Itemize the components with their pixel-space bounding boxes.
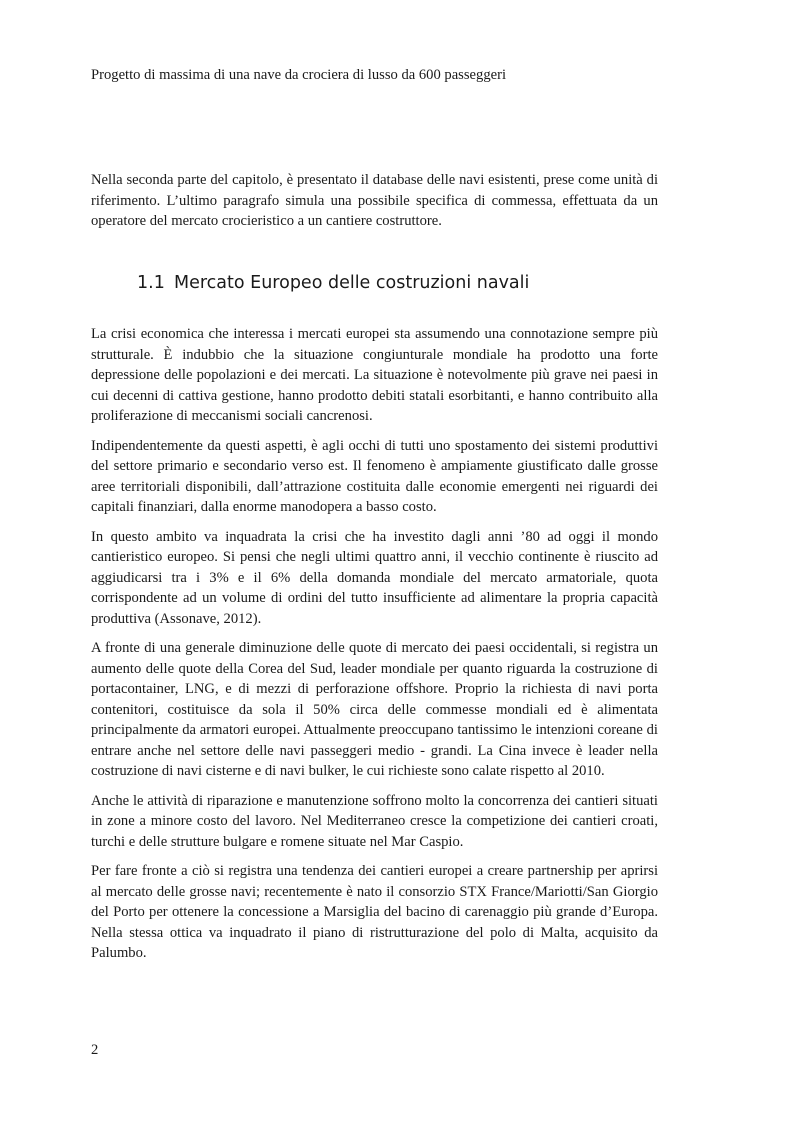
- section-number: 1.1: [137, 273, 165, 293]
- paragraph: La crisi economica che interessa i mercati europei sta assumendo una connotazione sempre più strutturale. È indubbio che la situazione congiunturale mondiale ha prodotto una forte depressione delle popolazioni e dei mercati. La situazione è notevolmente più grave nei paesi in cui decenni di cattiva gestione, hanno prodotto debiti statali esorbitanti, e hanno contribuito alla proliferazione di meccanismi sociali cancrenosi.: [91, 326, 658, 424]
- paragraph: A fronte di una generale diminuzione delle quote di mercato dei paesi occidentali, si registra un aumento delle quote della Corea del Sud, leader mondiale per quanto riguarda la costruzione di portacontainer, LNG, e di mezzi di perforazione offshore. Proprio la richiesta di navi porta contenitori, costituisce da sola il 50% circa delle commesse mondiali ed è alimentata principalmente da armatori europei. Attualmente preoccupano tantissimo le intenzioni coreane di entrare anche nel settore delle navi passeggeri medio - grandi. La Cina invece è leader nella costruzione di navi cisterne e di navi bulker, le cui richieste sono calate rispetto al 2010.: [91, 640, 658, 779]
- page-number: 2: [91, 1042, 99, 1058]
- section-heading: [137, 271, 529, 295]
- paragraph: Per fare fronte a ciò si registra una tendenza dei cantieri europei a creare partnership per aprirsi al mercato delle grosse navi; recentemente è nato il consorzio STX France/Mariotti/San Giorgio del Porto per ottenere la concessione a Marsiglia del bacino di carenaggio più grande d’Europa. Nella stessa ottica va inquadrato il piano di ristrutturazione del polo di Malta, acquisito da Palumbo.: [91, 863, 658, 961]
- section-title: Mercato Europeo delle costruzioni navali: [174, 273, 530, 293]
- running-header: Progetto di massima di una nave da crociera di lusso da 600 passeggeri: [91, 67, 507, 83]
- section-body: [91, 324, 658, 973]
- paragraph: Indipendentemente da questi aspetti, è agli occhi di tutti uno spostamento dei sistemi produttivi del settore primario e secondario verso est. Il fenomeno è ampiamente giustificato dalle grosse aree territoriali disponibili, dall’attrazione costituita dalle economie emergenti nei riguardi dei capitali finanziari, dalla enorme manodopera a basso costo.: [91, 437, 658, 515]
- paragraph: Anche le attività di riparazione e manutenzione soffrono molto la concorrenza dei cantieri situati in zone a minore costo del lavoro. Nel Mediterraneo cresce la competizione dei cantieri croati, turchi e delle strutture bulgare e romene situate nel Mar Caspio.: [91, 792, 658, 850]
- paragraph: In questo ambito va inquadrata la crisi che ha investito dagli anni ’80 ad oggi il mondo cantieristico europeo. Si pensi che negli ultimi quattro anni, il vecchio continente è riuscito ad aggiudicarsi tra i 3% e il 6% della domanda mondiale del mercato armatoriale, quota corrispondente ad un volume di ordini del tutto insufficiente ad alimentare la propria capacità produttiva (Assonave, 2012).: [91, 528, 658, 627]
- intro-paragraph: Nella seconda parte del capitolo, è presentato il database delle navi esistenti, prese come unità di riferimento. L’ultimo paragrafo simula una possibile specifica di commessa, effettuata da un operatore del mercato crocieristico a un cantiere costruttore.: [91, 172, 658, 229]
